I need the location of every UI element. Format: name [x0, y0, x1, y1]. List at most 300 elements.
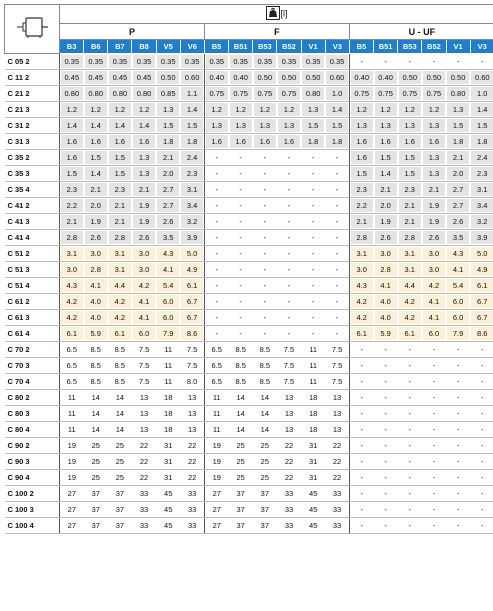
quantity-cell-p: 14 — [84, 422, 108, 438]
quantity-cell-f: - — [204, 262, 228, 278]
quantity-cell-f: 1.2 — [277, 102, 301, 118]
quantity-cell-p: 1.5 — [156, 118, 180, 134]
quantity-cell-uf: - — [349, 406, 373, 422]
quantity-cell-p: 0.80 — [108, 86, 132, 102]
quantity-cell-p: 37 — [84, 518, 108, 534]
gearbox-model-label: C 35 3 — [5, 166, 60, 182]
quantity-cell-uf: 0.75 — [349, 86, 373, 102]
quantity-cell-f: - — [229, 262, 253, 278]
quantity-cell-uf: 3.4 — [470, 198, 493, 214]
quantity-cell-p: 6.1 — [60, 326, 84, 342]
gearbox-model-label: C 41 2 — [5, 198, 60, 214]
quantity-cell-uf: - — [349, 374, 373, 390]
quantity-cell-f: 1.3 — [301, 102, 325, 118]
quantity-cell-p: 25 — [108, 438, 132, 454]
position-header-uf-v1: V1 — [446, 40, 470, 54]
quantity-cell-f: - — [204, 166, 228, 182]
quantity-cell-uf: 1.5 — [470, 118, 493, 134]
quantity-cell-f: - — [229, 246, 253, 262]
quantity-cell-uf: - — [422, 502, 446, 518]
quantity-cell-f: - — [277, 214, 301, 230]
quantity-cell-p: 2.1 — [108, 198, 132, 214]
position-header-uf-v3: V3 — [470, 40, 493, 54]
quantity-cell-uf: - — [349, 422, 373, 438]
quantity-cell-p: 6.7 — [180, 310, 204, 326]
quantity-cell-f: 0.75 — [277, 86, 301, 102]
quantity-cell-uf: 1.6 — [422, 134, 446, 150]
quantity-cell-uf: 4.0 — [374, 294, 398, 310]
quantity-cell-f: 0.40 — [204, 70, 228, 86]
quantity-cell-uf: 3.1 — [398, 262, 422, 278]
position-header-uf-b53: B53 — [398, 40, 422, 54]
quantity-cell-f: 33 — [325, 486, 349, 502]
quantity-cell-p: 1.8 — [156, 134, 180, 150]
quantity-cell-p: 6.0 — [132, 326, 156, 342]
quantity-cell-uf: 4.1 — [446, 262, 470, 278]
gearbox-model-label: C 100 4 — [5, 518, 60, 534]
quantity-cell-uf: - — [349, 518, 373, 534]
quantity-cell-f: 25 — [229, 438, 253, 454]
quantity-cell-f: 6.5 — [204, 342, 228, 358]
table-row — [5, 230, 493, 246]
quantity-cell-f: 7.5 — [325, 342, 349, 358]
gearbox-model-label: C 90 2 — [5, 438, 60, 454]
quantity-cell-p: 0.60 — [180, 70, 204, 86]
quantity-cell-uf: - — [349, 438, 373, 454]
quantity-cell-f: - — [325, 294, 349, 310]
quantity-cell-f: - — [277, 150, 301, 166]
position-header-p-b6: B6 — [84, 40, 108, 54]
quantity-cell-p: 3.1 — [180, 182, 204, 198]
quantity-cell-uf: 4.3 — [446, 246, 470, 262]
table-row — [5, 262, 493, 278]
quantity-cell-p: 8.5 — [108, 342, 132, 358]
quantity-cell-p: 27 — [60, 502, 84, 518]
quantity-cell-uf: 1.3 — [374, 118, 398, 134]
quantity-cell-f: 33 — [325, 518, 349, 534]
quantity-cell-p: 1.2 — [84, 102, 108, 118]
quantity-cell-p: 2.1 — [60, 214, 84, 230]
position-header-uf-b51: B51 — [374, 40, 398, 54]
table-row — [5, 54, 493, 70]
quantity-cell-p: 25 — [84, 470, 108, 486]
quantity-cell-uf: 1.8 — [470, 134, 493, 150]
quantity-cell-f: 13 — [325, 406, 349, 422]
quantity-cell-f: 22 — [277, 470, 301, 486]
gearbox-model-label: C 70 4 — [5, 374, 60, 390]
quantity-cell-f: - — [253, 182, 277, 198]
quantity-cell-f: 1.4 — [325, 102, 349, 118]
quantity-cell-p: 14 — [108, 390, 132, 406]
quantity-cell-p: 7.5 — [180, 342, 204, 358]
quantity-cell-p: 37 — [108, 486, 132, 502]
quantity-cell-uf: - — [446, 502, 470, 518]
quantity-cell-uf: 2.0 — [446, 166, 470, 182]
quantity-cell-f: 25 — [253, 470, 277, 486]
quantity-cell-p: 4.1 — [156, 262, 180, 278]
quantity-cell-f: 22 — [277, 454, 301, 470]
quantity-cell-p: 3.4 — [180, 198, 204, 214]
quantity-cell-uf: 3.9 — [470, 230, 493, 246]
quantity-cell-f: 8.5 — [253, 374, 277, 390]
quantity-cell-p: 13 — [180, 422, 204, 438]
quantity-cell-f: 1.2 — [204, 102, 228, 118]
quantity-cell-f: 18 — [301, 390, 325, 406]
quantity-cell-f: 0.75 — [229, 86, 253, 102]
quantity-cell-f: 1.8 — [325, 134, 349, 150]
position-header-uf-b52: B52 — [422, 40, 446, 54]
gearbox-model-label: C 05 2 — [5, 54, 60, 70]
quantity-cell-p: 19 — [60, 438, 84, 454]
quantity-cell-p: 6.1 — [108, 326, 132, 342]
quantity-cell-p: 2.3 — [180, 166, 204, 182]
quantity-cell-uf: - — [374, 486, 398, 502]
quantity-cell-p: 6.5 — [60, 358, 84, 374]
quantity-cell-uf: - — [349, 358, 373, 374]
quantity-cell-f: 11 — [204, 406, 228, 422]
quantity-cell-uf: 2.8 — [374, 262, 398, 278]
quantity-cell-f: 27 — [204, 486, 228, 502]
quantity-cell-p: 18 — [156, 422, 180, 438]
quantity-cell-f: 13 — [277, 390, 301, 406]
quantity-cell-f: 1.3 — [229, 118, 253, 134]
quantity-cell-p: 1.9 — [132, 198, 156, 214]
quantity-cell-uf: 2.1 — [374, 182, 398, 198]
quantity-cell-f: 45 — [301, 486, 325, 502]
quantity-cell-uf: - — [349, 342, 373, 358]
quantity-cell-p: 27 — [60, 486, 84, 502]
quantity-cell-f: - — [229, 182, 253, 198]
gearbox-model-label: C 100 2 — [5, 486, 60, 502]
table-row — [5, 214, 493, 230]
quantity-cell-f: - — [229, 326, 253, 342]
quantity-cell-uf: - — [470, 390, 493, 406]
quantity-cell-f: - — [277, 326, 301, 342]
quantity-cell-p: 0.35 — [108, 54, 132, 70]
weight-icon — [266, 6, 280, 22]
quantity-cell-p: 8.0 — [180, 374, 204, 390]
gearbox-model-label: C 11 2 — [5, 70, 60, 86]
quantity-cell-p: 1.6 — [108, 134, 132, 150]
quantity-cell-f: 0.50 — [253, 70, 277, 86]
quantity-cell-p: 0.50 — [156, 70, 180, 86]
weight-unit-label: [l] — [280, 8, 288, 19]
quantity-cell-f: 19 — [204, 438, 228, 454]
gearbox-model-label: C 51 3 — [5, 262, 60, 278]
quantity-cell-uf: 4.2 — [398, 294, 422, 310]
gearbox-model-label: C 21 3 — [5, 102, 60, 118]
quantity-cell-f: 31 — [301, 438, 325, 454]
table-row — [5, 70, 493, 86]
quantity-cell-uf: - — [422, 470, 446, 486]
quantity-cell-uf: 2.1 — [398, 198, 422, 214]
quantity-cell-f: - — [277, 262, 301, 278]
quantity-cell-f: 1.5 — [301, 118, 325, 134]
quantity-cell-uf: 5.9 — [374, 326, 398, 342]
quantity-cell-p: 1.6 — [132, 134, 156, 150]
quantity-cell-f: - — [253, 166, 277, 182]
quantity-cell-f: 13 — [277, 406, 301, 422]
quantity-cell-p: 0.80 — [60, 86, 84, 102]
quantity-cell-p: 4.2 — [60, 310, 84, 326]
quantity-cell-f: - — [204, 230, 228, 246]
quantity-cell-f: - — [301, 262, 325, 278]
quantity-cell-p: 1.5 — [60, 166, 84, 182]
quantity-cell-uf: 2.3 — [470, 166, 493, 182]
quantity-cell-p: 4.0 — [84, 294, 108, 310]
quantity-cell-f: 37 — [229, 486, 253, 502]
quantity-cell-p: 1.4 — [60, 118, 84, 134]
quantity-cell-f: - — [325, 198, 349, 214]
quantity-cell-uf: - — [374, 422, 398, 438]
quantity-cell-f: 25 — [229, 470, 253, 486]
group-header-f: F — [204, 24, 349, 40]
quantity-cell-p: 0.80 — [132, 86, 156, 102]
quantity-cell-p: 33 — [180, 502, 204, 518]
quantity-cell-f: 33 — [277, 502, 301, 518]
table-row — [5, 102, 493, 118]
quantity-cell-uf: - — [470, 454, 493, 470]
quantity-cell-uf: 1.3 — [422, 166, 446, 182]
quantity-cell-f: - — [301, 150, 325, 166]
quantity-cell-uf: - — [398, 438, 422, 454]
quantity-cell-uf: 1.9 — [422, 198, 446, 214]
quantity-cell-uf: 1.2 — [398, 102, 422, 118]
quantity-cell-uf: - — [398, 486, 422, 502]
quantity-cell-p: 7.5 — [180, 358, 204, 374]
quantity-cell-f: 14 — [253, 406, 277, 422]
gearbox-model-label: C 35 4 — [5, 182, 60, 198]
quantity-cell-f: 33 — [277, 486, 301, 502]
quantity-cell-uf: - — [470, 438, 493, 454]
quantity-cell-p: 37 — [84, 502, 108, 518]
quantity-cell-uf: 0.50 — [398, 70, 422, 86]
quantity-cell-uf: 1.2 — [422, 102, 446, 118]
table-row — [5, 438, 493, 454]
quantity-cell-p: 4.1 — [132, 294, 156, 310]
quantity-cell-uf: 2.3 — [349, 182, 373, 198]
quantity-cell-p: 13 — [132, 422, 156, 438]
quantity-cell-f: - — [301, 310, 325, 326]
table-row — [5, 518, 493, 534]
quantity-cell-uf: 2.1 — [446, 150, 470, 166]
gearbox-model-label: C 80 4 — [5, 422, 60, 438]
quantity-cell-uf: 6.1 — [470, 278, 493, 294]
gearbox-model-label: C 90 3 — [5, 454, 60, 470]
table-row — [5, 134, 493, 150]
quantity-cell-uf: 6.0 — [446, 294, 470, 310]
quantity-cell-p: 1.2 — [132, 102, 156, 118]
quantity-cell-uf: - — [398, 502, 422, 518]
quantity-cell-f: 0.50 — [301, 70, 325, 86]
quantity-cell-uf: - — [422, 518, 446, 534]
quantity-cell-f: 8.5 — [229, 374, 253, 390]
quantity-cell-f: - — [253, 214, 277, 230]
quantity-cell-uf: 8.6 — [470, 326, 493, 342]
quantity-cell-f: 6.5 — [204, 374, 228, 390]
quantity-cell-p: 4.1 — [84, 278, 108, 294]
quantity-cell-uf: - — [422, 54, 446, 70]
quantity-cell-uf: - — [374, 502, 398, 518]
quantity-cell-uf: 3.1 — [398, 246, 422, 262]
quantity-cell-p: 0.35 — [60, 54, 84, 70]
position-header-p-v5: V5 — [156, 40, 180, 54]
quantity-cell-f: - — [229, 294, 253, 310]
quantity-cell-uf: - — [470, 518, 493, 534]
quantity-cell-f: - — [204, 198, 228, 214]
quantity-cell-uf: - — [398, 374, 422, 390]
quantity-cell-f: 37 — [253, 486, 277, 502]
quantity-cell-uf: 0.50 — [422, 70, 446, 86]
quantity-cell-p: 11 — [156, 342, 180, 358]
quantity-cell-f: 8.5 — [253, 358, 277, 374]
table-row — [5, 310, 493, 326]
quantity-cell-p: 0.45 — [132, 70, 156, 86]
quantity-cell-f: 14 — [229, 390, 253, 406]
quantity-cell-f: 22 — [325, 454, 349, 470]
quantity-cell-uf: 2.6 — [446, 214, 470, 230]
quantity-cell-f: 1.3 — [277, 118, 301, 134]
quantity-cell-p: 22 — [132, 454, 156, 470]
quantity-cell-p: 31 — [156, 470, 180, 486]
quantity-cell-p: 14 — [108, 406, 132, 422]
quantity-cell-p: 33 — [132, 502, 156, 518]
quantity-cell-uf: - — [374, 54, 398, 70]
quantity-cell-uf: 1.5 — [374, 150, 398, 166]
group-header-u-uf: U - UF — [349, 24, 493, 40]
lubricant-quantity-table — [4, 4, 493, 534]
quantity-cell-uf: 5.4 — [446, 278, 470, 294]
quantity-cell-f: - — [277, 310, 301, 326]
quantity-cell-uf: - — [398, 390, 422, 406]
quantity-cell-f: 18 — [301, 422, 325, 438]
quantity-cell-uf: 1.6 — [398, 134, 422, 150]
quantity-cell-p: 33 — [180, 518, 204, 534]
gearbox-model-label: C 61 3 — [5, 310, 60, 326]
quantity-cell-f: 8.5 — [253, 342, 277, 358]
quantity-cell-uf: - — [470, 486, 493, 502]
mounting-position-header-row — [5, 40, 493, 54]
quantity-cell-f: - — [277, 246, 301, 262]
quantity-cell-uf: - — [398, 470, 422, 486]
quantity-cell-p: 2.7 — [156, 182, 180, 198]
quantity-cell-p: 0.35 — [156, 54, 180, 70]
quantity-cell-uf: 2.1 — [422, 182, 446, 198]
quantity-cell-p: 3.0 — [84, 246, 108, 262]
quantity-cell-f: 22 — [325, 438, 349, 454]
quantity-cell-uf: - — [398, 406, 422, 422]
quantity-cell-p: 5.9 — [84, 326, 108, 342]
quantity-cell-p: 1.4 — [108, 118, 132, 134]
quantity-cell-p: 1.9 — [132, 214, 156, 230]
quantity-cell-p: 25 — [108, 470, 132, 486]
quantity-cell-p: 5.0 — [180, 246, 204, 262]
quantity-cell-uf: - — [470, 358, 493, 374]
quantity-cell-f: 27 — [204, 502, 228, 518]
quantity-cell-f: 13 — [325, 422, 349, 438]
quantity-cell-f: 19 — [204, 454, 228, 470]
quantity-cell-f: 0.60 — [325, 70, 349, 86]
quantity-cell-f: 0.35 — [204, 54, 228, 70]
quantity-cell-p: 3.1 — [108, 262, 132, 278]
quantity-cell-uf: 3.1 — [470, 182, 493, 198]
quantity-cell-uf: 2.8 — [398, 230, 422, 246]
quantity-cell-p: 1.2 — [60, 102, 84, 118]
quantity-cell-p: 1.5 — [108, 150, 132, 166]
quantity-cell-f: 11 — [301, 342, 325, 358]
quantity-cell-p: 3.2 — [180, 214, 204, 230]
quantity-cell-p: 0.35 — [132, 54, 156, 70]
quantity-cell-f: 11 — [301, 358, 325, 374]
position-header-f-b52: B52 — [277, 40, 301, 54]
quantity-cell-p: 14 — [84, 390, 108, 406]
quantity-cell-p: 4.0 — [84, 310, 108, 326]
quantity-cell-p: 1.9 — [84, 214, 108, 230]
quantity-cell-uf: 2.1 — [349, 214, 373, 230]
table-body — [5, 54, 493, 534]
quantity-cell-uf: 1.9 — [374, 214, 398, 230]
quantity-cell-uf: 4.2 — [422, 278, 446, 294]
quantity-cell-uf: 0.50 — [446, 70, 470, 86]
quantity-cell-f: 18 — [301, 406, 325, 422]
quantity-cell-p: 0.80 — [84, 86, 108, 102]
quantity-cell-f: 1.6 — [229, 134, 253, 150]
quantity-cell-p: 13 — [132, 390, 156, 406]
quantity-cell-p: 6.5 — [60, 374, 84, 390]
position-header-uf-b5: B5 — [349, 40, 373, 54]
quantity-cell-uf: - — [422, 358, 446, 374]
quantity-cell-f: 37 — [229, 502, 253, 518]
quantity-cell-f: - — [204, 310, 228, 326]
quantity-cell-f: - — [277, 166, 301, 182]
quantity-cell-f: 27 — [204, 518, 228, 534]
table-row — [5, 86, 493, 102]
quantity-cell-f: 1.2 — [253, 102, 277, 118]
quantity-cell-uf: - — [446, 390, 470, 406]
quantity-cell-f: - — [204, 278, 228, 294]
quantity-cell-uf: 7.9 — [446, 326, 470, 342]
quantity-cell-p: 27 — [60, 518, 84, 534]
quantity-cell-uf: - — [349, 54, 373, 70]
table-row — [5, 390, 493, 406]
quantity-cell-uf: 6.7 — [470, 294, 493, 310]
quantity-cell-uf: 0.75 — [422, 86, 446, 102]
quantity-cell-f: 14 — [253, 390, 277, 406]
gearbox-model-label: C 90 4 — [5, 470, 60, 486]
quantity-cell-p: 7.5 — [132, 374, 156, 390]
table-row — [5, 454, 493, 470]
quantity-cell-p: 3.0 — [132, 262, 156, 278]
quantity-cell-uf: - — [422, 454, 446, 470]
quantity-cell-p: 2.1 — [84, 182, 108, 198]
quantity-cell-f: - — [325, 214, 349, 230]
quantity-cell-f: - — [253, 150, 277, 166]
quantity-cell-f: 22 — [277, 438, 301, 454]
quantity-cell-uf: - — [374, 342, 398, 358]
quantity-cell-uf: 1.4 — [470, 102, 493, 118]
quantity-cell-p: 2.1 — [156, 150, 180, 166]
quantity-cell-p: 6.1 — [180, 278, 204, 294]
quantity-cell-p: 45 — [156, 486, 180, 502]
quantity-cell-p: 4.4 — [108, 278, 132, 294]
quantity-cell-p: 13 — [180, 406, 204, 422]
quantity-cell-f: - — [325, 166, 349, 182]
quantity-cell-uf: - — [446, 406, 470, 422]
quantity-cell-p: 8.5 — [108, 374, 132, 390]
quantity-cell-p: 1.4 — [180, 102, 204, 118]
quantity-cell-f: 11 — [301, 374, 325, 390]
table-row — [5, 342, 493, 358]
